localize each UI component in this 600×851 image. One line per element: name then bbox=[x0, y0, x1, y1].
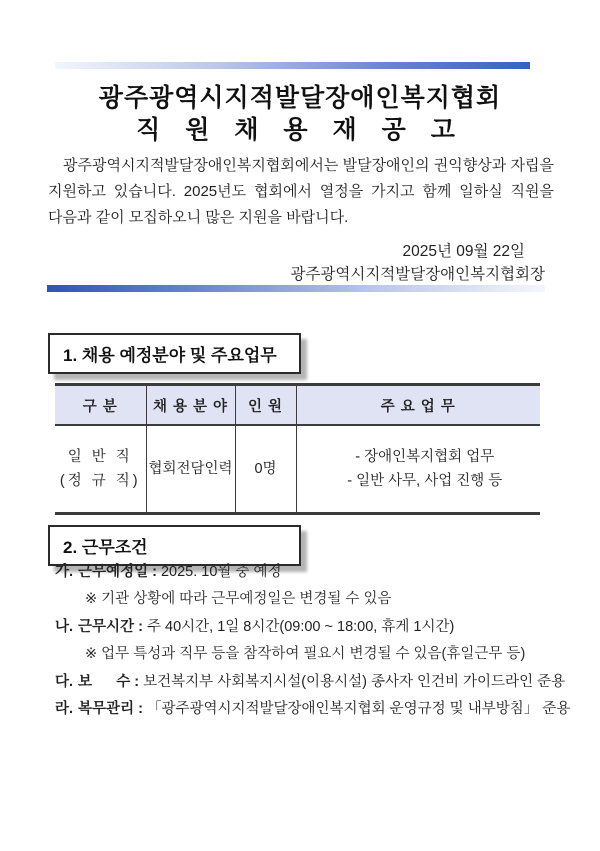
cell-count: 0명 bbox=[235, 425, 296, 514]
table-header-row bbox=[55, 385, 540, 426]
column-header-category: 구 분 bbox=[55, 385, 146, 426]
list-item-service-management bbox=[55, 699, 575, 720]
cell-category bbox=[55, 425, 146, 514]
category-line-1: 일 반 직 bbox=[67, 449, 133, 465]
signer-name: 광주광역시지적발달장애인복지협회장 bbox=[290, 266, 545, 283]
item-separator: : bbox=[134, 619, 147, 635]
item-label: 가. bbox=[55, 564, 74, 580]
column-header-count: 인 원 bbox=[235, 385, 296, 426]
item-value: 「광주광역시지적발달장애인복지협회 운영규정 및 내부방침」 준용 bbox=[146, 701, 571, 717]
section-2-heading: 2. 근무조건 bbox=[48, 525, 301, 566]
list-item-work-hours bbox=[55, 617, 575, 638]
duty-line-1: - 장애인복지협회 업무 bbox=[355, 449, 495, 465]
item-title: 보 수 bbox=[78, 674, 131, 690]
category-line-2: (정 규 직) bbox=[59, 473, 141, 489]
date-signature-block bbox=[145, 240, 545, 286]
item-title: 근무시간 bbox=[78, 619, 135, 635]
note-work-hours: ※ 업무 특성과 직무 등을 참작하여 필요시 변경될 수 있음(휴일근무 등) bbox=[85, 646, 526, 662]
column-header-duties: 주 요 업 무 bbox=[296, 385, 540, 426]
item-label: 다. bbox=[55, 674, 74, 690]
recruitment-table bbox=[55, 383, 540, 515]
item-title: 근무예정일 bbox=[78, 564, 149, 580]
duty-line-2: - 일반 사무, 사업 진행 등 bbox=[347, 473, 503, 489]
item-separator: : bbox=[130, 674, 144, 690]
item-title: 복무관리 bbox=[78, 701, 135, 717]
intro-paragraph: 광주광역시지적발달장애인복지협회에서는 발달장애인의 권익향상과 자립을 지원하고 있습니다. 2025년도 협회에서 열정을 가지고 함께 일하실 직원을 다음과 같이 모집하오니 많은 지원을 바랍니다. bbox=[48, 157, 554, 226]
bottom-gradient-bar bbox=[47, 285, 545, 292]
item-separator: : bbox=[148, 564, 161, 580]
work-conditions-list bbox=[55, 562, 575, 726]
top-gradient-bar bbox=[55, 62, 530, 69]
announcement-date: 2025년 09월 22일 bbox=[402, 243, 525, 260]
table-row bbox=[55, 425, 540, 514]
item-value: 주 40시간, 1일 8시간(09:00 ~ 18:00, 휴게 1시간) bbox=[146, 619, 455, 635]
cell-field: 협회전담인력 bbox=[146, 425, 235, 514]
cell-duties bbox=[296, 425, 540, 514]
item-label: 라. bbox=[55, 701, 74, 717]
item-value: 보건복지부 사회복지시설(이용시설) 종사자 인건비 가이드라인 준용 bbox=[143, 674, 566, 690]
list-item-salary bbox=[55, 672, 575, 693]
document-title: 직 원 채 용 재 공 고 bbox=[136, 116, 464, 144]
list-item-work-start-date bbox=[55, 562, 575, 583]
item-value: 2025. 10월 중 예정 bbox=[160, 564, 282, 580]
section-1-heading: 1. 채용 예정분야 및 주요업무 bbox=[48, 333, 301, 374]
item-label: 나. bbox=[55, 619, 74, 635]
organization-title: 광주광역시지적발달장애인복지협회 bbox=[98, 84, 502, 112]
item-separator: : bbox=[134, 701, 147, 717]
column-header-field: 채 용 분 야 bbox=[146, 385, 235, 426]
note-work-start-date: ※ 기관 상황에 따라 근무예정일은 변경될 수 있음 bbox=[85, 591, 392, 607]
